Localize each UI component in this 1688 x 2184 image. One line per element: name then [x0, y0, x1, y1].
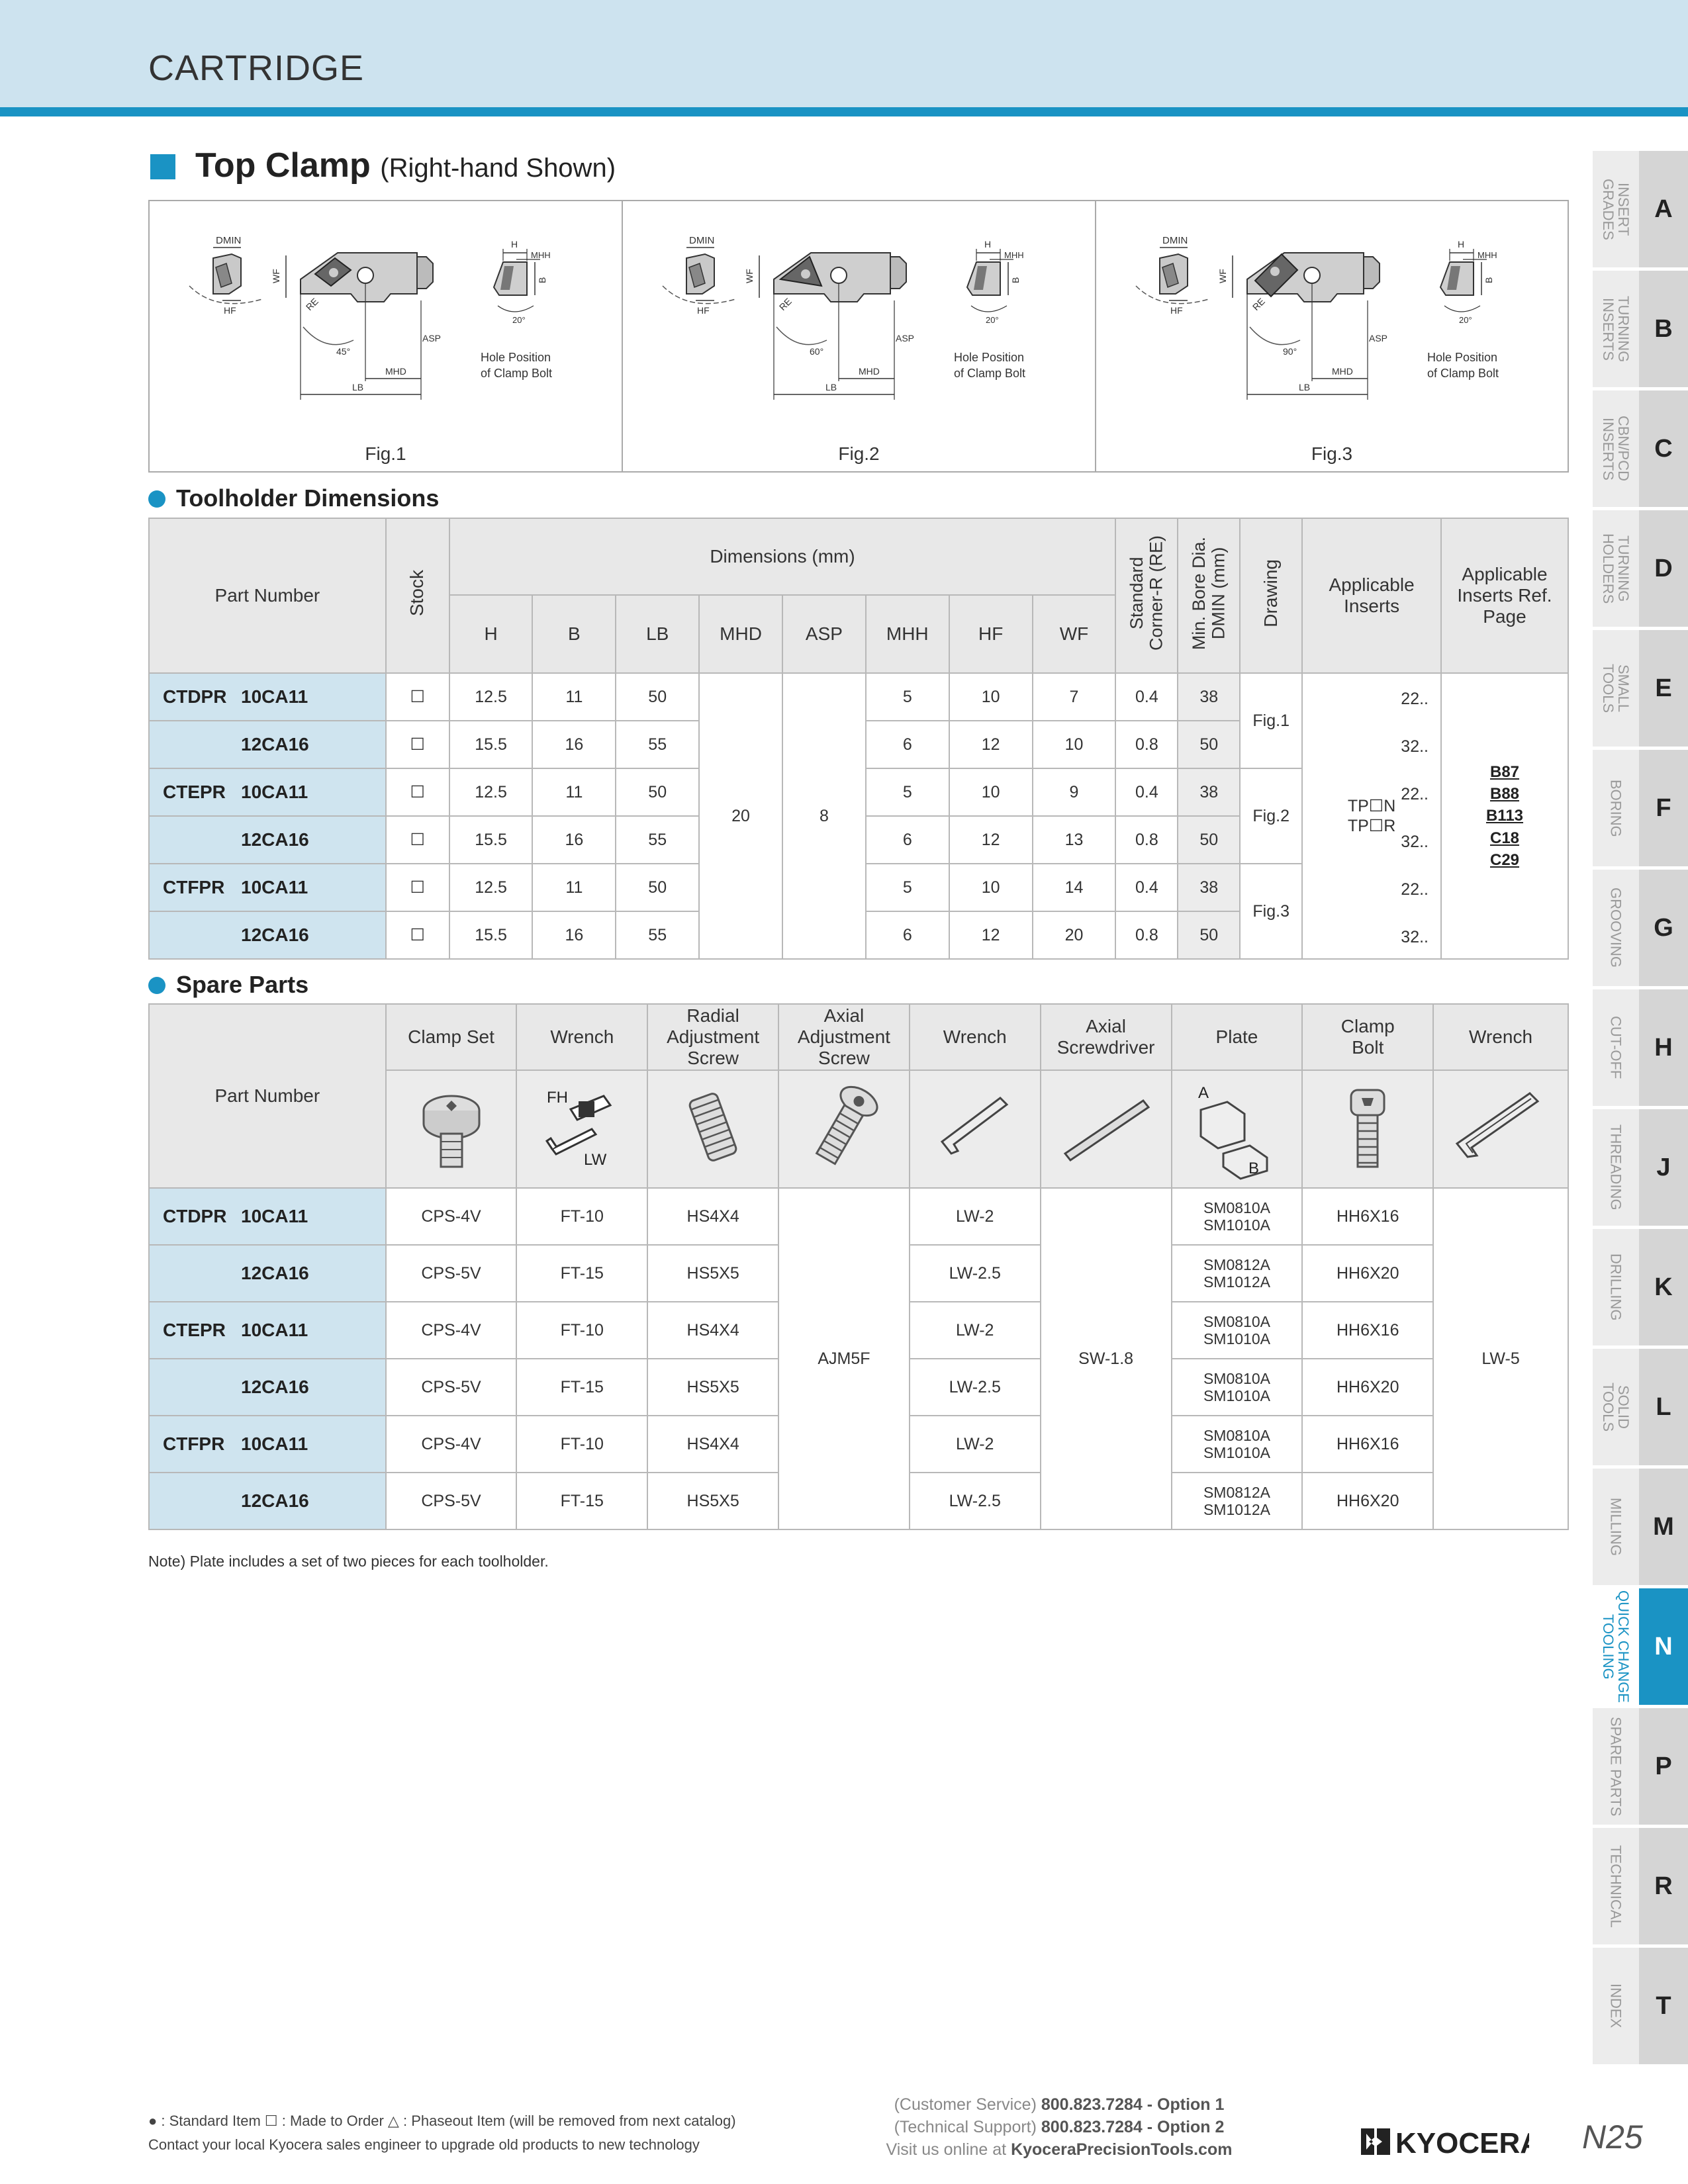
wrench-cell: FT-15 — [516, 1473, 647, 1529]
tab-letter: M — [1639, 1469, 1688, 1585]
axial-screwdriver-cell: SW-1.8 — [1041, 1188, 1172, 1529]
th-applicable-inserts: Applicable Inserts — [1302, 518, 1441, 673]
section-square-icon — [150, 154, 175, 179]
radial-screw-cell: HS5X5 — [647, 1359, 778, 1416]
plate-icon — [1172, 1070, 1303, 1188]
figure-2 — [623, 201, 1096, 471]
screwdriver-icon — [1041, 1070, 1172, 1188]
mhh-cell: 6 — [866, 911, 949, 959]
part-number-cell: 12CA16 — [149, 1245, 386, 1302]
svg-text:B: B — [537, 277, 547, 283]
clamp-bolt-cell: HH6X20 — [1302, 1359, 1433, 1416]
tab-n[interactable] — [1593, 1588, 1688, 1705]
insert-type: TP☐R — [1347, 817, 1396, 835]
tab-h[interactable] — [1593, 989, 1688, 1106]
insert-code: 22.. — [1401, 880, 1429, 899]
plate-cell: SM0810A SM1010A — [1172, 1302, 1303, 1359]
tab-label: TURNING HOLDERS — [1600, 533, 1632, 604]
customer-service: (Customer Service) 800.823.7284 - Option 1 — [894, 2095, 1225, 2114]
figure-panel — [148, 200, 1569, 473]
tab-p[interactable] — [1593, 1708, 1688, 1825]
clamp-bolt-cell: HH6X20 — [1302, 1245, 1433, 1302]
cartridge-drawing-1 — [150, 201, 623, 439]
tab-label: THREADING — [1607, 1124, 1624, 1210]
th-stock: Stock — [386, 518, 449, 673]
figure-caption: Fig.1 — [365, 443, 406, 464]
tab-label: CUT-OFF — [1607, 1016, 1624, 1079]
svg-text:MHD: MHD — [859, 366, 880, 377]
hf-cell: 12 — [949, 911, 1033, 959]
part-number-cell: 12CA16 — [149, 1473, 386, 1529]
svg-text:HF: HF — [1170, 305, 1183, 316]
th-min-bore: Min. Bore Dia. DMIN (mm) — [1178, 518, 1240, 673]
stock-cell: ☐ — [386, 721, 449, 768]
th-dimensions: Dimensions (mm) — [449, 518, 1116, 595]
tab-t[interactable] — [1593, 1948, 1688, 2064]
tab-a[interactable] — [1593, 151, 1688, 267]
svg-text:RE: RE — [1250, 296, 1267, 313]
mhd-cell: 20 — [699, 673, 782, 959]
svg-text:WF: WF — [271, 269, 281, 283]
tab-letter: P — [1639, 1708, 1688, 1825]
wrench-cell: LW-5 — [1433, 1188, 1568, 1529]
tab-label: SPARE PARTS — [1607, 1716, 1624, 1817]
svg-text:MHH: MHH — [1477, 250, 1497, 260]
th-wrench: Wrench — [910, 1004, 1041, 1070]
tab-label: CBN/PCD INSERTS — [1600, 416, 1632, 482]
tab-letter: B — [1639, 271, 1688, 387]
cartridge-drawing-3 — [1096, 201, 1568, 439]
svg-text:WF: WF — [744, 269, 755, 283]
part-number-cell: 12CA16 — [149, 816, 386, 864]
table-row — [149, 1188, 1568, 1245]
part-number-cell: 12CA16 — [149, 1359, 386, 1416]
th-wf: WF — [1033, 595, 1116, 673]
re-cell: 0.4 — [1115, 768, 1178, 816]
section-title-main: Top Clamp — [195, 146, 371, 185]
tab-label: BORING — [1607, 779, 1624, 837]
b-cell: 11 — [532, 864, 616, 911]
svg-text:LB: LB — [1299, 382, 1311, 392]
th-mhd: MHD — [699, 595, 782, 673]
dmin-cell: 50 — [1178, 721, 1240, 768]
wf-cell: 7 — [1033, 673, 1116, 721]
wf-cell: 9 — [1033, 768, 1116, 816]
tab-letter: F — [1639, 750, 1688, 866]
tab-r[interactable] — [1593, 1828, 1688, 1944]
plate-cell: SM0810A SM1010A — [1172, 1359, 1303, 1416]
tab-c[interactable] — [1593, 390, 1688, 507]
clamp-bolt-icon — [1302, 1070, 1433, 1188]
tab-j[interactable] — [1593, 1109, 1688, 1226]
tab-label: TECHNICAL — [1607, 1844, 1624, 1928]
spare-parts-table — [148, 1003, 1569, 1530]
mhh-cell: 5 — [866, 673, 949, 721]
table-row — [149, 673, 1568, 721]
wrench-cell: FT-15 — [516, 1245, 647, 1302]
svg-text:LB: LB — [825, 382, 837, 392]
dmin-cell: 50 — [1178, 911, 1240, 959]
tab-label: SMALL TOOLS — [1600, 663, 1632, 713]
ref-page-link[interactable]: B88 — [1489, 785, 1520, 803]
clamp-set-icon — [386, 1070, 517, 1188]
tab-letter: T — [1639, 1948, 1688, 2064]
svg-text:LB: LB — [352, 382, 364, 392]
figure-3 — [1096, 201, 1568, 471]
figure-caption: Fig.3 — [1311, 443, 1353, 464]
part-number-cell: CTDPR 10CA11 — [149, 1188, 386, 1245]
stock-cell: ☐ — [386, 816, 449, 864]
wrench-cell: LW-2 — [910, 1188, 1041, 1245]
tab-letter: C — [1639, 390, 1688, 507]
h-cell: 15.5 — [449, 721, 533, 768]
stock-cell: ☐ — [386, 864, 449, 911]
hf-cell: 12 — [949, 721, 1033, 768]
insert-code: 22.. — [1401, 690, 1429, 708]
spare-parts-heading — [148, 971, 308, 999]
fh-label: FH — [547, 1088, 569, 1107]
tab-label: TURNING INSERTS — [1600, 295, 1632, 363]
th-plate: Plate — [1172, 1004, 1303, 1070]
tab-label: DRILLING — [1607, 1253, 1624, 1321]
th-lb: LB — [616, 595, 699, 673]
wrench-cell: LW-2 — [910, 1416, 1041, 1473]
th-part-number: Part Number — [149, 1004, 386, 1188]
lb-cell: 50 — [616, 673, 699, 721]
svg-text:DMIN: DMIN — [1162, 235, 1188, 246]
svg-text:20°: 20° — [512, 315, 526, 325]
svg-text:of Clamp Bolt: of Clamp Bolt — [481, 367, 553, 380]
tab-e[interactable] — [1593, 630, 1688, 747]
tab-label: INSERT GRADES — [1600, 178, 1632, 240]
svg-text:60°: 60° — [810, 346, 824, 357]
mhh-cell: 6 — [866, 721, 949, 768]
clamp-bolt-cell: HH6X16 — [1302, 1188, 1433, 1245]
hf-cell: 10 — [949, 673, 1033, 721]
th-part-number: Part Number — [149, 518, 386, 673]
b-cell: 16 — [532, 911, 616, 959]
tab-letter: E — [1639, 630, 1688, 747]
h-cell: 12.5 — [449, 673, 533, 721]
svg-text:DMIN: DMIN — [216, 235, 242, 246]
page-title: CARTRIDGE — [148, 48, 365, 88]
th-b: B — [532, 595, 616, 673]
svg-text:MHH: MHH — [1004, 250, 1024, 260]
clamp-set-cell: CPS-4V — [386, 1416, 517, 1473]
toolholder-table — [148, 518, 1569, 960]
plate-cell: SM0812A SM1012A — [1172, 1245, 1303, 1302]
tab-k[interactable] — [1593, 1229, 1688, 1345]
re-cell: 0.4 — [1115, 864, 1178, 911]
tab-letter: L — [1639, 1349, 1688, 1465]
hf-cell: 10 — [949, 768, 1033, 816]
th-axial-screw: Axial Adjustment Screw — [778, 1004, 910, 1070]
lb-cell: 55 — [616, 816, 699, 864]
svg-text:HF: HF — [697, 305, 710, 316]
th-asp: ASP — [782, 595, 866, 673]
clamp-set-cell: CPS-4V — [386, 1302, 517, 1359]
re-cell: 0.8 — [1115, 911, 1178, 959]
wrench-cell: LW-2.5 — [910, 1473, 1041, 1529]
h-cell: 15.5 — [449, 816, 533, 864]
wrench-cell: LW-2.5 — [910, 1359, 1041, 1416]
tab-label: SOLID TOOLS — [1600, 1382, 1632, 1432]
th-drawing: Drawing — [1240, 518, 1302, 673]
tab-m[interactable] — [1593, 1469, 1688, 1585]
tab-letter: A — [1639, 151, 1688, 267]
re-cell: 0.8 — [1115, 721, 1178, 768]
dmin-cell: 38 — [1178, 864, 1240, 911]
part-number-cell: CTFPR 10CA11 — [149, 1416, 386, 1473]
part-number-cell: CTFPR 10CA11 — [149, 864, 386, 911]
clamp-set-cell: CPS-4V — [386, 1188, 517, 1245]
mhh-cell: 5 — [866, 768, 949, 816]
stock-cell: ☐ — [386, 911, 449, 959]
th-h: H — [449, 595, 533, 673]
tab-d[interactable] — [1593, 510, 1688, 627]
wrench-cell: LW-2 — [910, 1302, 1041, 1359]
hex-wrench-large-icon — [1433, 1070, 1568, 1188]
svg-text:Hole Position: Hole Position — [1427, 351, 1498, 364]
tab-letter: J — [1639, 1109, 1688, 1226]
th-corner-r: Standard Corner-R (RE) — [1115, 518, 1178, 673]
asp-cell: 8 — [782, 673, 866, 959]
clamp-set-cell: CPS-5V — [386, 1473, 517, 1529]
hf-cell: 10 — [949, 864, 1033, 911]
tab-label: QUICK CHANGE TOOLING — [1600, 1590, 1632, 1703]
insert-code: 32.. — [1401, 737, 1429, 756]
svg-text:ASP: ASP — [896, 333, 915, 343]
svg-text:20°: 20° — [986, 315, 999, 325]
svg-text:Hole Position: Hole Position — [481, 351, 551, 364]
wrench-cell: FT-10 — [516, 1302, 647, 1359]
tab-b[interactable] — [1593, 271, 1688, 387]
radial-screw-cell: HS4X4 — [647, 1416, 778, 1473]
tab-label: MILLING — [1607, 1497, 1624, 1557]
h-cell: 15.5 — [449, 911, 533, 959]
wf-cell: 13 — [1033, 816, 1116, 864]
section-title — [195, 146, 616, 185]
h-cell: 12.5 — [449, 864, 533, 911]
tab-g[interactable] — [1593, 870, 1688, 986]
svg-text:45°: 45° — [336, 346, 351, 357]
th-clamp-set: Clamp Set — [386, 1004, 517, 1070]
svg-text:ASP: ASP — [1369, 333, 1388, 343]
tab-letter: R — [1639, 1828, 1688, 1944]
ref-page-cell — [1441, 673, 1568, 959]
b-cell: 16 — [532, 721, 616, 768]
clamp-set-cell: CPS-5V — [386, 1359, 517, 1416]
toolholder-heading-text: Toolholder Dimensions — [176, 484, 440, 512]
tab-letter: G — [1639, 870, 1688, 986]
wrench-cell: FT-15 — [516, 1359, 647, 1416]
plate-a-label: A — [1198, 1083, 1209, 1102]
hex-wrench-icon — [910, 1070, 1041, 1188]
wrench-cell: FT-10 — [516, 1188, 647, 1245]
dmin-cell: 50 — [1178, 816, 1240, 864]
part-number-cell: CTEPR 10CA11 — [149, 768, 386, 816]
svg-text:MHH: MHH — [531, 250, 551, 260]
svg-text:H: H — [511, 239, 518, 250]
ref-page-link[interactable]: C18 — [1489, 829, 1520, 847]
svg-text:90°: 90° — [1283, 346, 1297, 357]
page-number: N25 — [1582, 2118, 1643, 2156]
plate-note: Note) Plate includes a set of two pieces for each toolholder. — [148, 1553, 549, 1570]
wrench-cell: FT-10 — [516, 1416, 647, 1473]
lb-cell: 50 — [616, 864, 699, 911]
hf-cell: 12 — [949, 816, 1033, 864]
lb-cell: 50 — [616, 768, 699, 816]
clamp-set-cell: CPS-5V — [386, 1245, 517, 1302]
stock-cell: ☐ — [386, 673, 449, 721]
th-ref-page: Applicable Inserts Ref. Page — [1441, 518, 1568, 673]
wrench-cell: LW-2.5 — [910, 1245, 1041, 1302]
svg-text:MHD: MHD — [385, 366, 406, 377]
svg-text:ASP: ASP — [422, 333, 442, 343]
re-cell: 0.4 — [1115, 673, 1178, 721]
header-accent-bar — [0, 107, 1688, 116]
th-wrench: Wrench — [1433, 1004, 1568, 1070]
ref-page-link[interactable]: B113 — [1485, 807, 1524, 825]
cartridge-drawing-2 — [623, 201, 1096, 439]
section-subtitle: (Right-hand Shown) — [380, 154, 616, 183]
tab-letter: N — [1639, 1588, 1688, 1705]
bullet-dot-icon — [148, 490, 165, 508]
tab-letter: H — [1639, 989, 1688, 1106]
lw-label: LW — [584, 1150, 607, 1169]
insert-code: 32.. — [1401, 928, 1429, 946]
radial-screw-cell: HS5X5 — [647, 1245, 778, 1302]
bullet-dot-icon — [148, 977, 165, 994]
b-cell: 11 — [532, 673, 616, 721]
re-cell: 0.8 — [1115, 816, 1178, 864]
lb-cell: 55 — [616, 721, 699, 768]
svg-text:RE: RE — [776, 296, 794, 313]
th-radial-screw: Radial Adjustment Screw — [647, 1004, 778, 1070]
th-mhh: MHH — [866, 595, 949, 673]
figure-1 — [150, 201, 623, 471]
svg-text:H: H — [984, 239, 992, 250]
th-axial-screwdriver: Axial Screwdriver — [1041, 1004, 1172, 1070]
part-number-cell: 12CA16 — [149, 721, 386, 768]
svg-text:MHD: MHD — [1332, 366, 1353, 377]
radial-screw-cell: HS5X5 — [647, 1473, 778, 1529]
legend: ● : Standard Item ☐ : Made to Order △ : Phaseout Item (will be removed from next catalog) — [148, 2113, 736, 2129]
drawing-cell: Fig.2 — [1240, 768, 1302, 864]
tab-letter: D — [1639, 510, 1688, 627]
plate-b-label: B — [1248, 1159, 1260, 1177]
svg-text:B: B — [1483, 277, 1494, 283]
contact-note: Contact your local Kyocera sales engineer to upgrade old products to new technology — [148, 2136, 700, 2153]
b-cell: 16 — [532, 816, 616, 864]
svg-text:DMIN: DMIN — [689, 235, 715, 246]
plate-cell: SM0810A SM1010A — [1172, 1416, 1303, 1473]
svg-text:B: B — [1010, 277, 1021, 283]
technical-support: (Technical Support) 800.823.7284 - Option 2 — [894, 2118, 1225, 2136]
dmin-cell: 38 — [1178, 673, 1240, 721]
b-cell: 11 — [532, 768, 616, 816]
clamp-bolt-cell: HH6X20 — [1302, 1473, 1433, 1529]
mhh-cell: 5 — [866, 864, 949, 911]
wf-cell: 14 — [1033, 864, 1116, 911]
clamp-bolt-cell: HH6X16 — [1302, 1302, 1433, 1359]
svg-text:of Clamp Bolt: of Clamp Bolt — [1427, 367, 1499, 380]
wf-cell: 10 — [1033, 721, 1116, 768]
ref-page-link[interactable]: C29 — [1489, 850, 1520, 869]
insert-type: TP☐N — [1347, 797, 1396, 815]
insert-code: 32.. — [1401, 833, 1429, 851]
svg-text:RE: RE — [303, 296, 320, 313]
tab-f[interactable] — [1593, 750, 1688, 866]
radial-screw-cell: HS4X4 — [647, 1188, 778, 1245]
radial-screw-icon — [647, 1070, 778, 1188]
clamp-bolt-cell: HH6X16 — [1302, 1416, 1433, 1473]
figure-caption: Fig.2 — [838, 443, 880, 464]
svg-text:of Clamp Bolt: of Clamp Bolt — [954, 367, 1026, 380]
plate-cell: SM0812A SM1012A — [1172, 1473, 1303, 1529]
radial-screw-cell: HS4X4 — [647, 1302, 778, 1359]
th-wrench: Wrench — [516, 1004, 647, 1070]
website[interactable]: Visit us online at KyoceraPrecisionTools.com — [886, 2140, 1233, 2159]
svg-text:HF: HF — [224, 305, 236, 316]
wf-cell: 20 — [1033, 911, 1116, 959]
tab-label: GROOVING — [1607, 887, 1624, 968]
insert-type-cell — [1302, 673, 1441, 959]
ref-page-link[interactable]: B87 — [1489, 763, 1520, 782]
svg-text:H: H — [1458, 239, 1465, 250]
insert-code: 22.. — [1401, 785, 1429, 803]
h-cell: 12.5 — [449, 768, 533, 816]
toolholder-heading — [148, 484, 439, 512]
dmin-cell: 38 — [1178, 768, 1240, 816]
tab-letter: K — [1639, 1229, 1688, 1345]
th-hf: HF — [949, 595, 1033, 673]
drawing-cell: Fig.3 — [1240, 864, 1302, 959]
part-number-cell: CTEPR 10CA11 — [149, 1302, 386, 1359]
mhh-cell: 6 — [866, 816, 949, 864]
svg-text:WF: WF — [1217, 269, 1228, 283]
part-number-cell: CTDPR 10CA11 — [149, 673, 386, 721]
stock-cell: ☐ — [386, 768, 449, 816]
part-number-cell: 12CA16 — [149, 911, 386, 959]
tab-l[interactable] — [1593, 1349, 1688, 1465]
kyocera-logo — [1357, 2122, 1529, 2165]
th-clamp-bolt: Clamp Bolt — [1302, 1004, 1433, 1070]
lb-cell: 55 — [616, 911, 699, 959]
plate-cell: SM0810A SM1010A — [1172, 1188, 1303, 1245]
spare-parts-heading-text: Spare Parts — [176, 971, 309, 998]
torx-wrench-icon — [516, 1070, 647, 1188]
svg-text:20°: 20° — [1459, 315, 1472, 325]
svg-text:Hole Position: Hole Position — [954, 351, 1025, 364]
svg-text:KYOCERA: KYOCERA — [1395, 2127, 1529, 2160]
axial-screw-cell: AJM5F — [778, 1188, 910, 1529]
drawing-cell: Fig.1 — [1240, 673, 1302, 768]
axial-screw-icon — [778, 1070, 910, 1188]
tab-label: INDEX — [1607, 1983, 1624, 2028]
